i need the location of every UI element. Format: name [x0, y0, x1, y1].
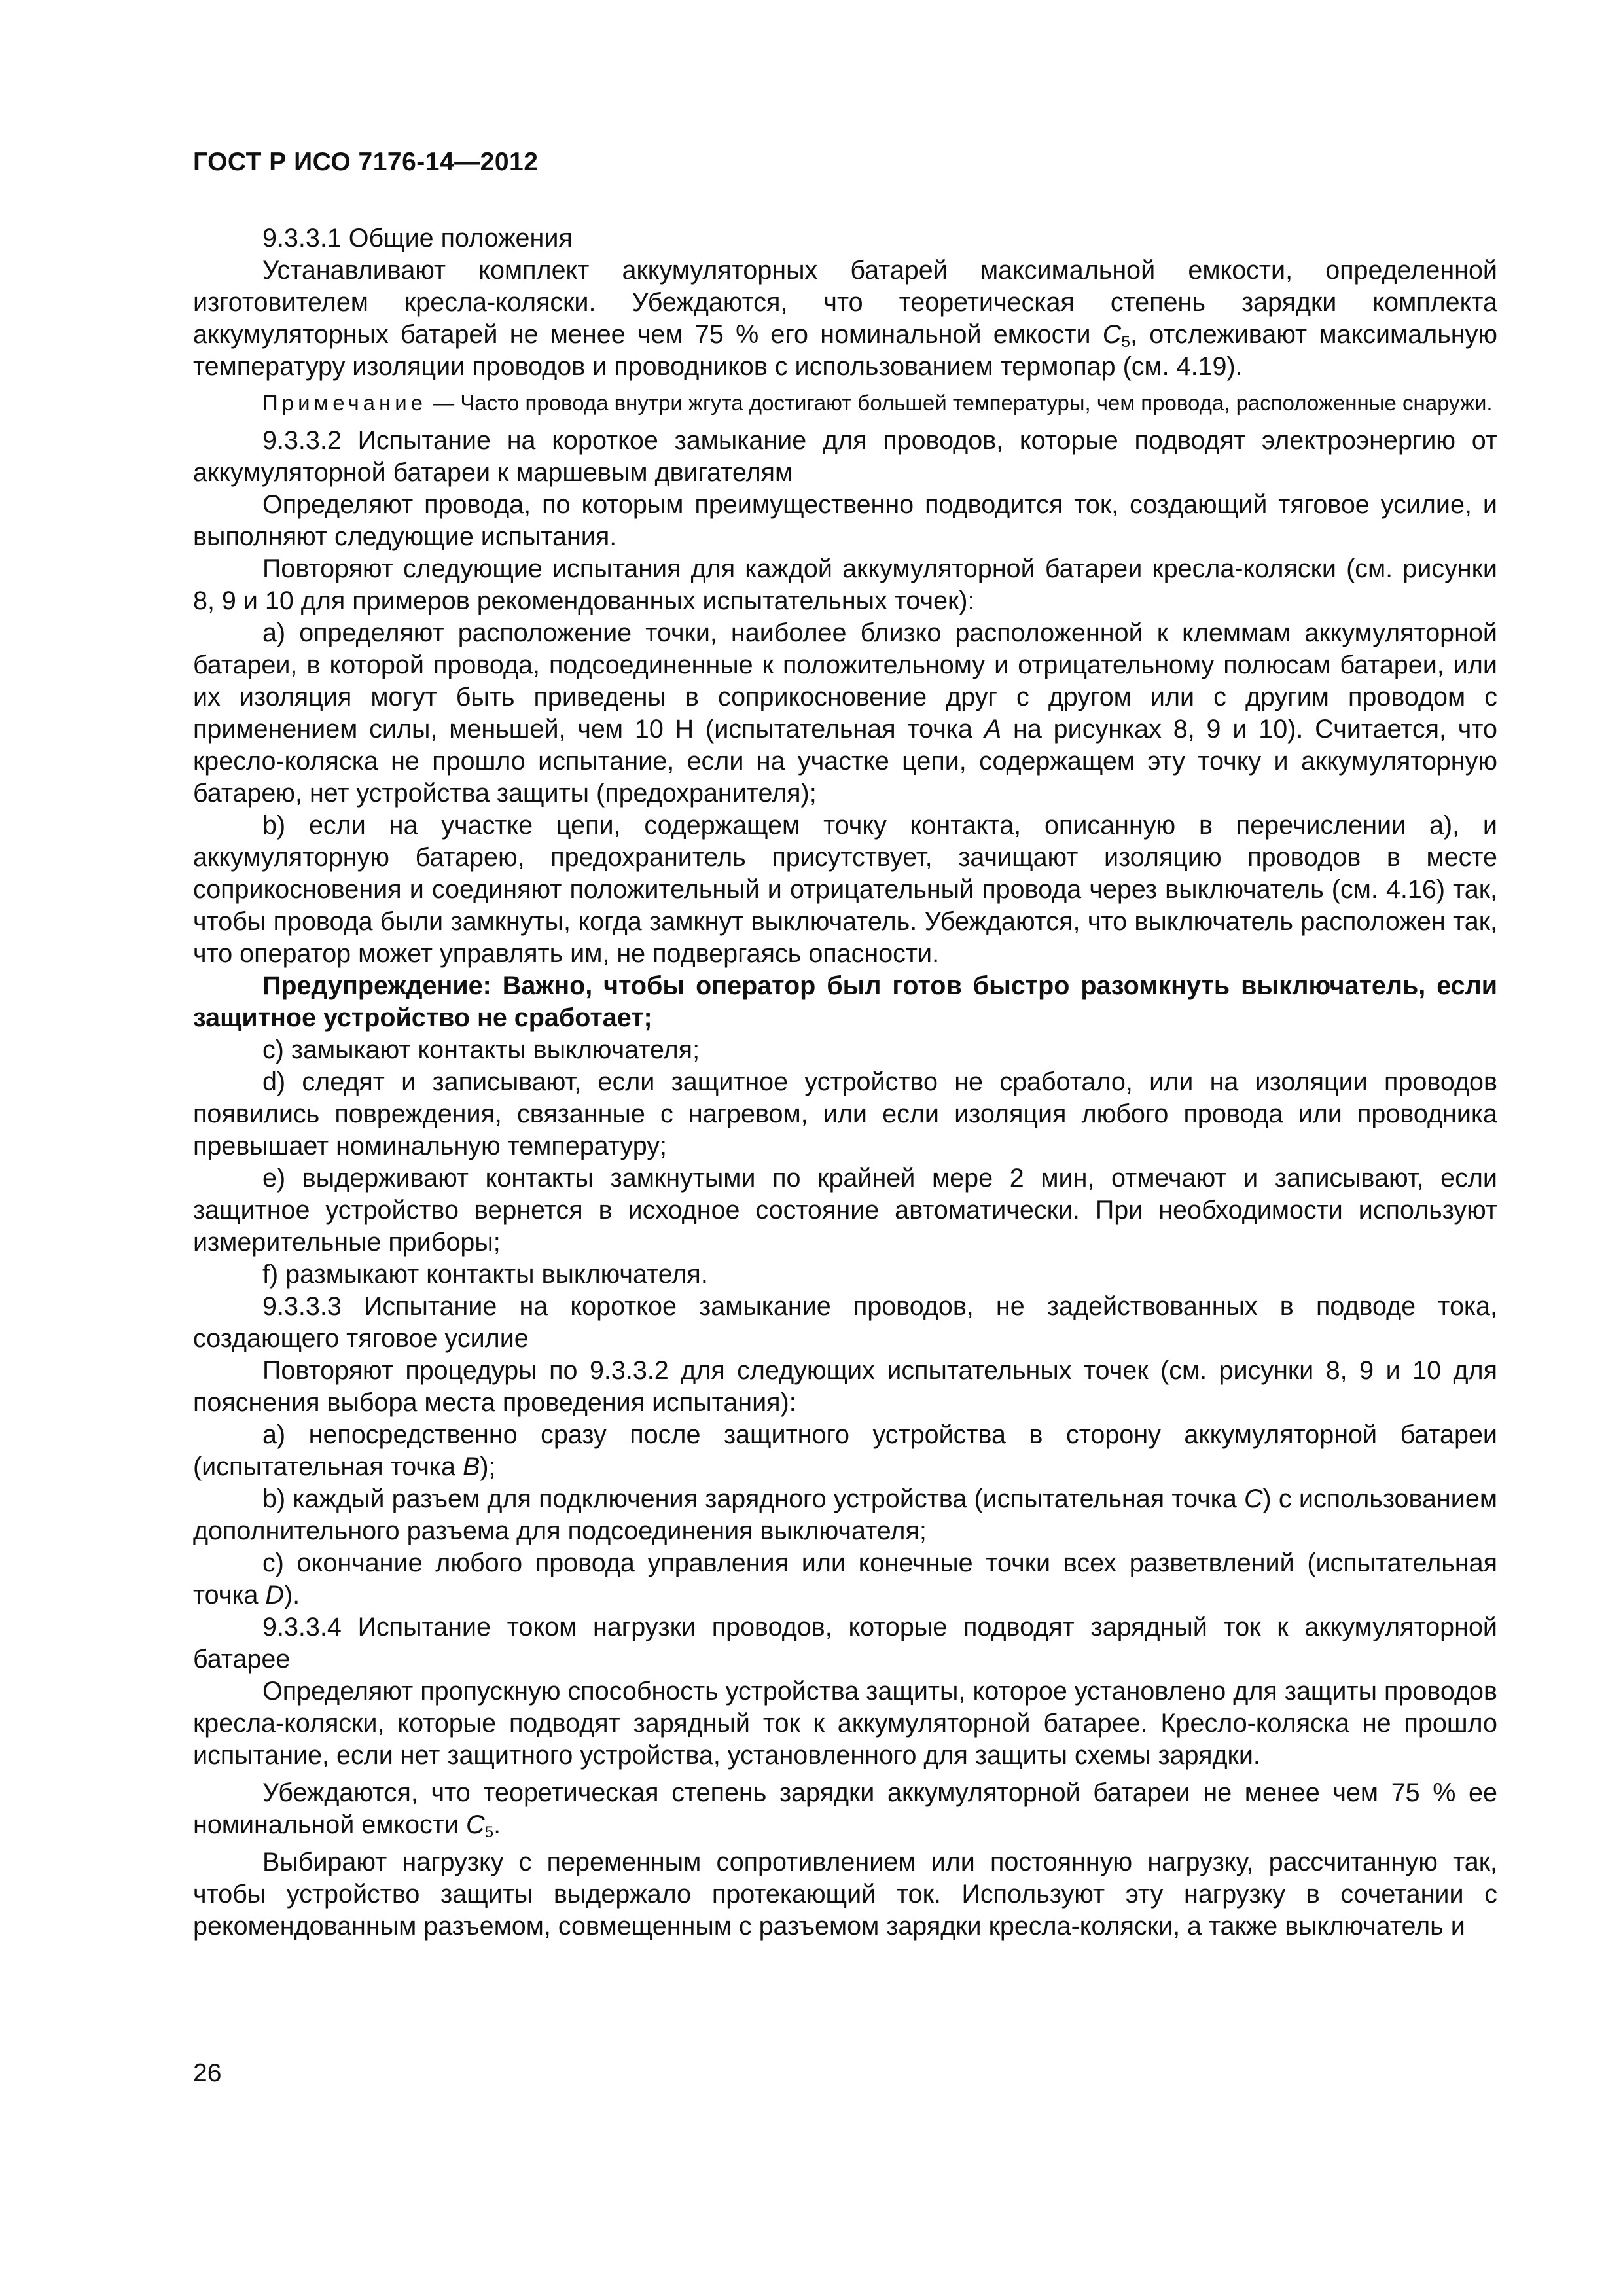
paragraph: Определяют провода, по которым преимущественно подводится ток, создающий тяговое усилие, и выполняют следующие испытания. [193, 490, 1497, 551]
section-heading-9-3-3-4: 9.3.3.4 Испытание током нагрузки проводов, которые подводят зарядный ток к аккумуляторной батарее [193, 1613, 1497, 1674]
list-item-c: с) окончание любого провода управления или конечные точки всех разветвлений (испытательная точка D). [193, 1549, 1497, 1609]
paragraph: Определяют пропускную способность устройства защиты, которое установлено для защиты проводов кресла-коляски, которые подводят зарядный ток к аккумуляторной батарее. Кресло-коляска не прошло испытание, если нет защитного устройства, установленного для защиты схемы зарядки. [193, 1677, 1497, 1770]
section-heading-9-3-3-1: 9.3.3.1 Общие положения [262, 224, 573, 253]
paragraph: Устанавливают комплект аккумуляторных батарей максимальной емкости, определенной изготовителем кресла-коляски. Убеждаются, что теоретическая степень зарядки комплекта аккумуляторных батарей не менее чем 75 % его номинальной емкости $C_5$, отслеживают максимальную температуру изоляции проводов и проводников с использованием термопар (см. 4.19). [193, 256, 1497, 381]
section-heading-9-3-3-2: 9.3.3.2 Испытание на короткое замыкание для проводов, которые подводят электроэнергию от аккумуляторной батареи к маршевым двигателям [193, 426, 1497, 487]
paragraph: Повторяют следующие испытания для каждой аккумуляторной батареи кресла-коляски (см. рисунки 8, 9 и 10 для примеров рекомендованных испытательных точек): [193, 554, 1497, 615]
paragraph: Выбирают нагрузку с переменным сопротивлением или постоянную нагрузку, рассчитанную так, чтобы устройство защиты выдержало протекающий ток. Используют эту нагрузку в сочетании с рекомендованным разъемом, совмещенным с разъемом зарядки кресла-коляски, а также выключатель и [193, 1848, 1497, 1941]
list-item-b: b) каждый разъем для подключения зарядного устройства (испытательная точка С) с использованием дополнительного разъема для подсоединения выключателя; [193, 1484, 1497, 1545]
note-text: — Часто провода внутри жгута достигают большей температуры, чем провода, расположенные снаружи. [427, 391, 1493, 415]
warning: Предупреждение: Важно, чтобы оператор был готов быстро разомкнуть выключатель, если защитное устройство не сработает; [193, 971, 1497, 1032]
note-label: Примечание [262, 391, 427, 415]
list-item-b: b) если на участке цепи, содержащем точку контакта, описанную в перечислении а), и аккумуляторную батарею, предохранитель присутствует, зачищают изоляцию проводов в месте соприкосновения и соединяют положительный и отрицательный провода через выключатель (см. 4.16) так, чтобы провода были замкнуты, когда замкнут выключатель. Убеждаются, что выключатель расположен так, что оператор может управлять им, не подвергаясь опасности. [193, 811, 1497, 968]
list-item-e: е) выдерживают контакты замкнутыми по крайней мере 2 мин, отмечают и записывают, если защитное устройство вернется в исходное состояние автоматически. При необходимости используют измерительные приборы; [193, 1164, 1497, 1257]
list-item-d: d) следят и записывают, если защитное устройство не сработало, или на изоляции проводов появились повреждения, связанные с нагревом, или если изоляция любого провода или проводника превышает номинальную температуру; [193, 1067, 1497, 1160]
list-item-a: а) непосредственно сразу после защитного устройства в сторону аккумуляторной батареи (испытательная точка В); [193, 1420, 1497, 1481]
paragraph: Убеждаются, что теоретическая степень зарядки аккумуляторной батареи не менее чем 75 % ее номинальной емкости $С_5$. [193, 1778, 1497, 1842]
list-item-c: с) замыкают контакты выключателя; [262, 1035, 700, 1064]
document-header: ГОСТ Р ИСО 7176-14—2012 [193, 148, 539, 176]
list-item-a: а) определяют расположение точки, наиболее близко расположенной к клеммам аккумуляторной батареи, в которой провода, подсоединенные к положительному и отрицательному полюсам батареи, или их изоляция могут быть приведены в соприкосновение друг с другом или с другим проводом с применением силы, меньшей, чем 10 Н (испытательная точка А на рисунках 8, 9 и 10). Считается, что кресло-коляска не прошло испытание, если на участке цепи, содержащем эту точку и аккумуляторную батарею, нет устройства защиты (предохранителя); [193, 619, 1497, 808]
list-item-f: f) размыкают контакты выключателя. [262, 1260, 708, 1289]
document-body [193, 223, 1497, 1943]
paragraph: Повторяют процедуры по 9.3.3.2 для следующих испытательных точек (см. рисунки 8, 9 и 10 для пояснения выбора места проведения испытания): [193, 1356, 1497, 1417]
section-heading-9-3-3-3: 9.3.3.3 Испытание на короткое замыкание проводов, не задействованных в подводе тока, создающего тяговое усилие [193, 1292, 1497, 1353]
note [193, 389, 1497, 417]
page-number: 26 [193, 2059, 222, 2087]
